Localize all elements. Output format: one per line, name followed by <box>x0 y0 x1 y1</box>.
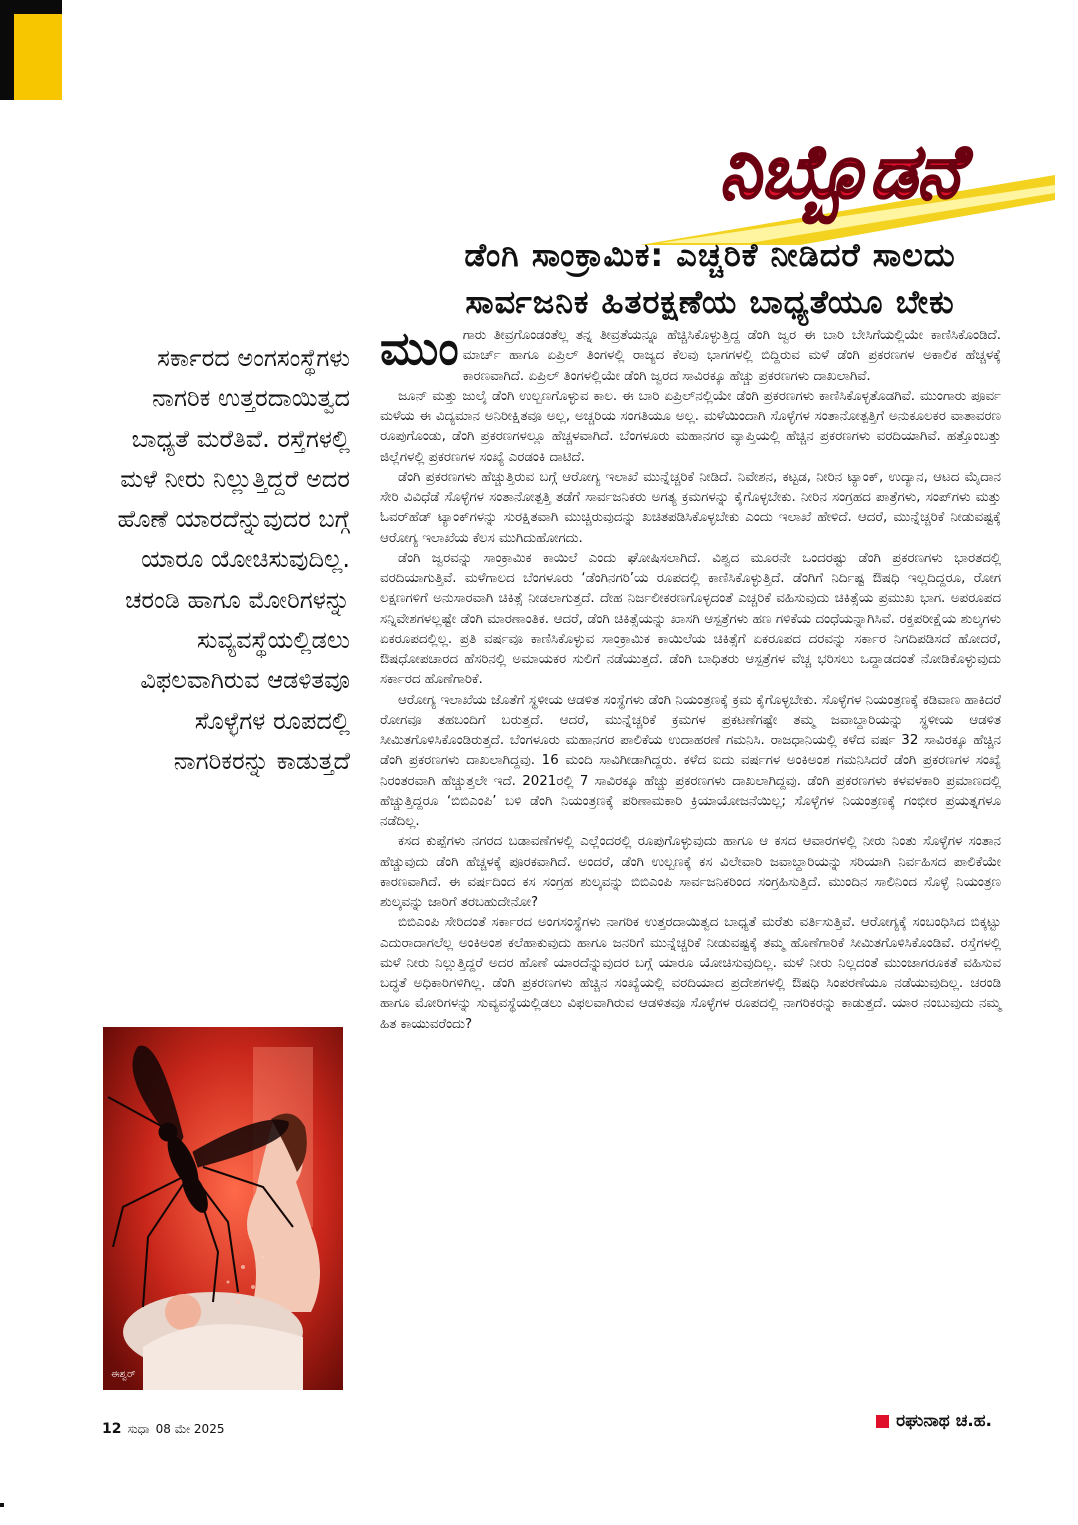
article-paragraph: ಕಸದ ಕುಪ್ಪೆಗಳು ನಗರದ ಬಡಾವಣೆಗಳಲ್ಲಿ ಎಲ್ಲೆಂದರಲ್ಲಿ ರೂಪುಗೊಳ್ಳುವುದು ಹಾಗೂ ಆ ಕಸದ ಆವಾರಗಳಲ್ಲಿ ನೀರು ನಿಂತು ಸೊಳ್ಳೆಗಳ ಸಂತಾನ ಹೆಚ್ಚುವುದು ಡೆಂಗಿ ಹೆಚ್ಚಳಕ್ಕೆ ಪೂರಕವಾಗಿದೆ. ಅಂದರೆ, ಡೆಂಗಿ ಉಲ್ಬಣಕ್ಕೆ ಕಸ ವಿಲೇವಾರಿ ಜವಾಬ್ದಾರಿಯನ್ನು ಸರಿಯಾಗಿ ನಿರ್ವಹಿಸದ ಪಾಲಿಕೆಯೇ ಕಾರಣವಾಗಿದೆ. ಈ ವರ್ಷದಿಂದ ಕಸ ಸಂಗ್ರಹ ಶುಲ್ಕವನ್ನು ಬಿಬಿಎಂಪಿ ಸಾರ್ವಜನಿಕರಿಂದ ಸಂಗ್ರಹಿಸುತ್ತಿದೆ. ಮುಂದಿನ ಸಾಲಿನಿಂದ ಸೊಳ್ಳೆ ನಿಯಂತ್ರಣ ಶುಲ್ಕವನ್ನು ಜಾರಿಗೆ ತರಬಹುದೇನೋ? <box>380 834 1001 910</box>
article-paragraph <box>380 321 1001 387</box>
illustration-credit: ಈಶ್ವರ್ <box>111 1369 136 1380</box>
section-logo-text: ನಿಬ್ಬೊಡನೆ <box>719 129 961 215</box>
headline-line-1: ಡೆಂಗಿ ಸಾಂಕ್ರಾಮಿಕ: ಎಚ್ಚರಿಕೆ ನೀಡಿದರೆ ಸಾಲದು <box>464 236 956 274</box>
article-body <box>380 321 1001 1035</box>
article-paragraph: ಡೆಂಗಿ ಪ್ರಕರಣಗಳು ಹೆಚ್ಚುತ್ತಿರುವ ಬಗ್ಗೆ ಆರೋಗ್ಯ ಇಲಾಖೆ ಮುನ್ನೆಚ್ಚರಿಕೆ ನೀಡಿದೆ. ನಿವೇಶನ, ಕಟ್ಟಡ, ನೀರಿನ ಟ್ಯಾಂಕ್, ಉದ್ಯಾನ, ಆಟದ ಮೈದಾನ ಸೇರಿ ವಿವಿಧೆಡೆ ಸೊಳ್ಳೆಗಳ ಸಂತಾನೋತ್ಪತ್ತಿ ತಡೆಗೆ ಸಾರ್ವಜನಿಕರು ಅಗತ್ಯ ಕ್ರಮಗಳನ್ನು ಕೈಗೊಳ್ಳಬೇಕು. ನೀರಿನ ಸಂಗ್ರಹದ ಪಾತ್ರೆಗಳು, ಸಂಪ್‌ಗಳು ಮತ್ತು ಓವರ್‌ಹೆಡ್ ಟ್ಯಾಂಕ್‌ಗಳನ್ನು ಸುರಕ್ಷಿತವಾಗಿ ಮುಚ್ಚಿರುವುದನ್ನು ಖಚಿತಪಡಿಸಿಕೊಳ್ಳಬೇಕು ಎಂದು ಇಲಾಖೆ ಹೇಳಿದೆ. ಆದರೆ, ಮುನ್ನೆಚ್ಚರಿಕೆ ನೀಡುವಷ್ಟಕ್ಕೆ ಆರೋಗ್ಯ ಇಲಾಖೆಯ ಕೆಲಸ ಮುಗಿದುಹೋಗದು. <box>380 469 1001 546</box>
illustration-dengue <box>103 1027 343 1390</box>
byline-square-icon <box>876 1415 889 1428</box>
corner-black-bar <box>0 0 14 100</box>
article-paragraph: ಆರೋಗ್ಯ ಇಲಾಖೆಯ ಜೊತೆಗೆ ಸ್ಥಳೀಯ ಆಡಳಿತ ಸಂಸ್ಥೆಗಳು ಡೆಂಗಿ ನಿಯಂತ್ರಣಕ್ಕೆ ಕ್ರಮ ಕೈಗೊಳ್ಳಬೇಕು. ಸೊಳ್ಳೆಗಳ ನಿಯಂತ್ರಣಕ್ಕೆ ಕಡಿವಾಣ ಹಾಕಿದರೆ ರೋಗವೂ ತಹಬಂದಿಗೆ ಬರುತ್ತದೆ. ಆದರೆ, ಮುನ್ನೆಚ್ಚರಿಕೆ ಕ್ರಮಗಳ ಪ್ರಕಟಣೆಗಷ್ಟೇ ತಮ್ಮ ಜವಾಬ್ದಾರಿಯನ್ನು ಸ್ಥಳೀಯ ಆಡಳಿತ ಸೀಮಿತಗೊಳಿಸಿಕೊಂಡಿರುತ್ತದೆ. ಬೆಂಗಳೂರು ಮಹಾನಗರ ಪಾಲಿಕೆಯ ಉದಾಹರಣೆ ಗಮನಿಸಿ. ರಾಜಧಾನಿಯಲ್ಲಿ ಕಳೆದ ವರ್ಷ 32 ಸಾವಿರಕ್ಕೂ ಹೆಚ್ಚಿನ ಡೆಂಗಿ ಪ್ರಕರಣಗಳು ದಾಖಲಾಗಿದ್ದವು. 16 ಮಂದಿ ಸಾವಿಗೀಡಾಗಿದ್ದರು. ಕಳೆದ ಐದು ವರ್ಷಗಳ ಅಂಕಿಅಂಶ ಗಮನಿಸಿದರೆ ಡೆಂಗಿ ಪ್ರಕರಣಗಳ ಸಂಖ್ಯೆ ನಿರಂತರವಾಗಿ ಹೆಚ್ಚುತ್ತಲೇ ಇದೆ. 2021ರಲ್ಲಿ 7 ಸಾವಿರಕ್ಕೂ ಹೆಚ್ಚು ಪ್ರಕರಣಗಳು ದಾಖಲಾಗಿದ್ದವು. ಡೆಂಗಿ ಪ್ರಕರಣಗಳು ಕಳವಳಕಾರಿ ಪ್ರಮಾಣದಲ್ಲಿ ಹೆಚ್ಚುತ್ತಿದ್ದರೂ ‘ಬಿಬಿಎಂಪಿ’ ಬಳಿ ಡೆಂಗಿ ನಿಯಂತ್ರಣಕ್ಕೆ ಪರಿಣಾಮಕಾರಿ ಕ್ರಿಯಾಯೋಜನೆಯಿಲ್ಲ; ಸೊಳ್ಳೆಗಳ ನಿಯಂತ್ರಣಕ್ಕೆ ಗಂಭೀರ ಪ್ರಯತ್ನಗಳೂ ನಡೆದಿಲ್ಲ. <box>380 692 1001 829</box>
corner-black-bar-top <box>0 0 62 14</box>
corner-yellow-block <box>14 14 62 100</box>
headline-line-2: ಸಾರ್ವಜನಿಕ ಹಿತರಕ್ಷಣೆಯ ಬಾಧ್ಯತೆಯೂ ಬೇಕು <box>465 283 955 321</box>
article-paragraph-text: ಗಾರು ತೀವ್ರಗೊಂಡಂತೆಲ್ಲ ತನ್ನ ತೀವ್ರತೆಯನ್ನೂ ಹೆಚ್ಚಿಸಿಕೊಳ್ಳುತ್ತಿದ್ದ ಡೆಂಗಿ ಜ್ವರ ಈ ಬಾರಿ ಬೇಸಿಗೆಯಲ್ಲಿಯೇ ಕಾಣಿಸಿಕೊಂಡಿದೆ. ಮಾರ್ಚ್ ಹಾಗೂ ಏಪ್ರಿಲ್ ತಿಂಗಳಲ್ಲಿ ರಾಜ್ಯದ ಕೆಲವು ಭಾಗಗಳಲ್ಲಿ ಬಿದ್ದಿರುವ ಮಳೆ ಡೆಂಗಿ ಪ್ರಕರಣಗಳ ಅಕಾಲಿಕ ಹೆಚ್ಚಳಕ್ಕೆ ಕಾರಣವಾಗಿದೆ. ಏಪ್ರಿಲ್ ತಿಂಗಳಲ್ಲಿಯೇ ಡೆಂಗಿ ಜ್ವರದ ಸಾವಿರಕ್ಕೂ ಹೆಚ್ಚು ಪ್ರಕರಣಗಳು ದಾಖಲಾಗಿವೆ. <box>462 328 1001 384</box>
page-number: 12 <box>102 1421 122 1437</box>
magazine-name: ಸುಧಾ <box>127 1422 150 1436</box>
page-footer <box>102 1421 224 1437</box>
drop-cap: ಮುಂ <box>380 321 459 375</box>
article-paragraph: ಬಿಬಿಎಂಪಿ ಸೇರಿದಂತೆ ಸರ್ಕಾರದ ಅಂಗಸಂಸ್ಥೆಗಳು ನಾಗರಿಕ ಉತ್ತರದಾಯಿತ್ವದ ಬಾಧ್ಯತೆ ಮರೆತು ವರ್ತಿಸುತ್ತಿವೆ. ಆರೋಗ್ಯಕ್ಕೆ ಸಂಬಂಧಿಸಿದ ಬಿಕ್ಕಟ್ಟು ಎದುರಾದಾಗಲೆಲ್ಲ ಅಂಕಿಅಂಶ ಕಲೆಹಾಕುವುದು ಹಾಗೂ ಜನರಿಗೆ ಮುನ್ನೆಚ್ಚರಿಕೆ ನೀಡುವಷ್ಟಕ್ಕೆ ತಮ್ಮ ಹೊಣೆಗಾರಿಕೆ ಸೀಮಿತಗೊಳಿಸಿಕೊಂಡಿವೆ. ರಸ್ತೆಗಳಲ್ಲಿ ಮಳೆ ನೀರು ನಿಲ್ಲುತ್ತಿದ್ದರೆ ಅದರ ಹೊಣೆ ಯಾರದೆನ್ನುವುದರ ಬಗ್ಗೆ ಯಾರೂ ಯೋಚಿಸುವುದಿಲ್ಲ. ಮಳೆ ನೀರು ನಿಲ್ಲದಂತೆ ಮುಂಜಾಗರೂಕತೆ ವಹಿಸುವ ಬದ್ಧತೆ ಅಧಿಕಾರಿಗಳಿಗಿಲ್ಲ. ಡೆಂಗಿ ಪ್ರಕರಣಗಳು ಹೆಚ್ಚಿನ ಸಂಖ್ಯೆಯಲ್ಲಿ ವರದಿಯಾದ ಪ್ರದೇಶಗಳಲ್ಲಿ ಔಷಧಿ ಸಿಂಪರಣೆಯೂ ನಡೆಯುವುದಿಲ್ಲ. ಚರಂಡಿ ಹಾಗೂ ಮೋರಿಗಳನ್ನು ಸುವ್ಯವಸ್ಥೆಯಲ್ಲಿಡಲು ವಿಫಲವಾಗಿರುವ ಆಡಳಿತವೂ ಸೊಳ್ಳೆಗಳ ರೂಪದಲ್ಲಿ ನಾಗರಿಕರನ್ನು ಕಾಡುತ್ತದೆ. ಯಾರ ನಂಬುವುದು ನಮ್ಮ ಹಿತ ಕಾಯುವರೆಂದು? <box>380 915 1001 1032</box>
byline-author: ರಘುನಾಥ ಚ.ಹ. <box>896 1411 992 1431</box>
crop-mark <box>0 1503 4 1507</box>
pull-quote: ಸರ್ಕಾರದ ಅಂಗಸಂಸ್ಥೆಗಳು ನಾಗರಿಕ ಉತ್ತರದಾಯಿತ್ವದ ಬಾಧ್ಯತೆ ಮರೆತಿವೆ. ರಸ್ತೆಗಳಲ್ಲಿ ಮಳೆ ನೀರು ನಿಲ್ಲುತ್ತಿದ್ದರೆ ಅದರ ಹೊಣೆ ಯಾರದೆನ್ನುವುದರ ಬಗ್ಗೆ ಯಾರೂ ಯೋಚಿಸುವುದಿಲ್ಲ. ಚರಂಡಿ ಹಾಗೂ ಮೋರಿಗಳನ್ನು ಸುವ್ಯವಸ್ಥೆಯಲ್ಲಿಡಲು ವಿಫಲವಾಗಿರುವ ಆಡಳಿತವೂ ಸೊಳ್ಳೆಗಳ ರೂಪದಲ್ಲಿ ನಾಗರಿಕರನ್ನು ಕಾಡುತ್ತದೆ <box>117 344 350 775</box>
section-logo <box>600 105 1060 245</box>
issue-date: 08 ಮೇ 2025 <box>155 1422 225 1436</box>
article-paragraph: ಜೂನ್ ಮತ್ತು ಜುಲೈ ಡೆಂಗಿ ಉಲ್ಬಣಗೊಳ್ಳುವ ಕಾಲ. ಈ ಬಾರಿ ಏಪ್ರಿಲ್‌ನಲ್ಲಿಯೇ ಡೆಂಗಿ ಪ್ರಕರಣಗಳು ಕಾಣಿಸಿಕೊಳ್ಳತೊಡಗಿವೆ. ಮುಂಗಾರು ಪೂರ್ವ ಮಳೆಯ ಈ ವಿದ್ಯಮಾನ ಅನಿರೀಕ್ಷಿತವೂ ಅಲ್ಲ, ಅಚ್ಚರಿಯ ಸಂಗತಿಯೂ ಅಲ್ಲ. ಮಳೆಯಿಂದಾಗಿ ಸೊಳ್ಳೆಗಳ ಸಂತಾನೋತ್ಪತ್ತಿಗೆ ಅನುಕೂಲಕರ ವಾತಾವರಣ ರೂಪುಗೊಂಡು, ಡೆಂಗಿ ಪ್ರಕರಣಗಳಲ್ಲೂ ಹೆಚ್ಚಳವಾಗಿದೆ. ಬೆಂಗಳೂರು ಮಹಾನಗರ ವ್ಯಾಪ್ತಿಯಲ್ಲಿ ಹೆಚ್ಚಿನ ಪ್ರಕರಣಗಳು ವರದಿಯಾಗಿವೆ. ಹತ್ತೊಂಬತ್ತು ಜಿಲ್ಲೆಗಳಲ್ಲಿ ಪ್ರಕರಣಗಳ ಸಂಖ್ಯೆ ಎರಡಂಕಿ ದಾಟಿದೆ. <box>380 388 1001 465</box>
article-paragraph: ಡೆಂಗಿ ಜ್ವರವನ್ನು ಸಾಂಕ್ರಾಮಿಕ ಕಾಯಿಲೆ ಎಂದು ಘೋಷಿಸಲಾಗಿದೆ. ವಿಶ್ವದ ಮೂರನೇ ಒಂದರಷ್ಟು ಡೆಂಗಿ ಪ್ರಕರಣಗಳು ಭಾರತದಲ್ಲಿ ವರದಿಯಾಗುತ್ತಿವೆ. ಮಳೆಗಾಲದ ಬೆಂಗಳೂರು ‘ಡೆಂಗಿನಗರಿ’ಯ ರೂಪದಲ್ಲಿ ಕಾಣಿಸಿಕೊಳ್ಳುತ್ತಿದೆ. ಡೆಂಗಿಗೆ ನಿರ್ದಿಷ್ಟ ಔಷಧಿ ಇಲ್ಲದಿದ್ದರೂ, ರೋಗ ಲಕ್ಷಣಗಳಿಗೆ ಅನುಸಾರವಾಗಿ ಚಿಕಿತ್ಸೆ ನೀಡಲಾಗುತ್ತದೆ. ದೇಹ ನಿರ್ಜಲೀಕರಣಗೊಳ್ಳದಂತೆ ಎಚ್ಚರಿಕೆ ವಹಿಸುವುದು ಚಿಕಿತ್ಸೆಯ ಪ್ರಮುಖ ಭಾಗ. ಅಪರೂಪದ ಸನ್ನಿವೇಶಗಳಲ್ಲಷ್ಟೇ ಡೆಂಗಿ ಮಾರಣಾಂತಿಕ. ಆದರೆ, ಡೆಂಗಿ ಚಿಕಿತ್ಸೆಯನ್ನು ಖಾಸಗಿ ಆಸ್ಪತ್ರೆಗಳು ಹಣ ಗಳಿಕೆಯ ದಂಧೆಯನ್ನಾಗಿಸಿವೆ. ರಕ್ತಪರೀಕ್ಷೆಯ ಶುಲ್ಕಗಳು ಏಕರೂಪದಲ್ಲಿಲ್ಲ. ಪ್ರತಿ ವರ್ಷವೂ ಕಾಣಿಸಿಕೊಳ್ಳುವ ಸಾಂಕ್ರಾಮಿಕ ಕಾಯಿಲೆಯ ಚಿಕಿತ್ಸೆಗೆ ಏಕರೂಪದ ದರವನ್ನು ಸರ್ಕಾರ ನಿಗದಿಪಡಿಸದೆ ಹೋದರೆ, ಔಷಧೋಪಚಾರದ ಹೆಸರಿನಲ್ಲಿ ಅಮಾಯಕರ ಸುಲಿಗೆ ನಡೆಯುತ್ತದೆ. ಡೆಂಗಿ ಬಾಧಿತರು ಆಸ್ಪತ್ರೆಗಳ ವೆಚ್ಚ ಭರಿಸಲು ಒದ್ದಾಡದಂತೆ ನೋಡಿಕೊಳ್ಳುವುದು ಸರ್ಕಾರದ ಹೊಣೆಗಾರಿಕೆ. <box>380 550 1001 688</box>
byline <box>876 1411 992 1431</box>
